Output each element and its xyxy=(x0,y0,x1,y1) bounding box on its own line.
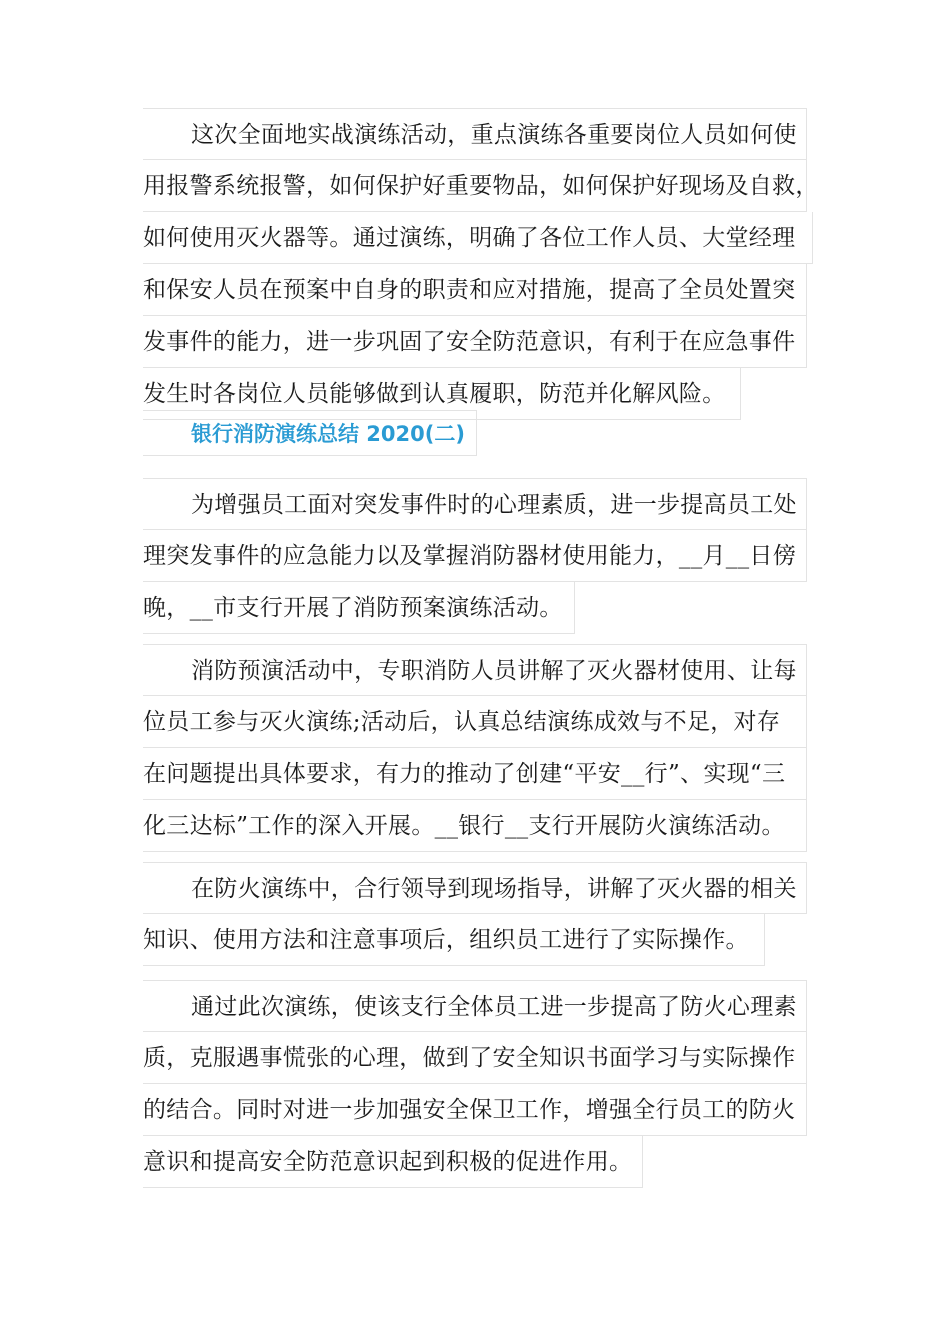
text-line: 质，克服遇事慌张的心理，做到了安全知识书面学习与实际操作 xyxy=(143,1032,807,1084)
text-line: 意识和提高安全防范意识起到积极的促进作用。 xyxy=(143,1136,643,1188)
text-line: 消防预演活动中，专职消防人员讲解了灭火器材使用、让每 xyxy=(143,644,807,696)
text-line: 在防火演练中，合行领导到现场指导，讲解了灭火器的相关 xyxy=(143,862,807,914)
section-heading: 银行消防演练总结 2020(二) xyxy=(143,410,477,456)
text-line: 的结合。同时对进一步加强安全保卫工作，增强全行员工的防火 xyxy=(143,1084,807,1136)
text-line: 位员工参与灭火演练;活动后，认真总结演练成效与不足，对存 xyxy=(143,696,807,748)
text-line: 晚，__市支行开展了消防预案演练活动。 xyxy=(143,582,575,634)
text-line: 通过此次演练，使该支行全体员工进一步提高了防火心理素 xyxy=(143,980,807,1032)
text-line: 发事件的能力，进一步巩固了安全防范意识，有利于在应急事件 xyxy=(143,316,807,368)
text-line: 和保安人员在预案中自身的职责和应对措施，提高了全员处置突 xyxy=(143,264,807,316)
text-line: 如何使用灭火器等。通过演练，明确了各位工作人员、大堂经理 xyxy=(143,212,813,264)
text-line: 这次全面地实战演练活动，重点演练各重要岗位人员如何使 xyxy=(143,108,807,160)
text-line: 知识、使用方法和注意事项后，组织员工进行了实际操作。 xyxy=(143,914,765,966)
paragraph-5 xyxy=(143,980,813,1188)
paragraph-2 xyxy=(143,478,813,634)
text-line: 用报警系统报警，如何保护好重要物品，如何保护好现场及自救， xyxy=(143,160,807,212)
paragraph-4 xyxy=(143,862,813,966)
text-line: 为增强员工面对突发事件时的心理素质，进一步提高员工处 xyxy=(143,478,807,530)
text-line: 发生时各岗位人员能够做到认真履职，防范并化解风险。 xyxy=(143,368,741,420)
text-line: 化三达标”工作的深入开展。__银行__支行开展防火演练活动。 xyxy=(143,800,807,852)
text-line: 理突发事件的应急能力以及掌握消防器材使用能力，__月__日傍 xyxy=(143,530,807,582)
text-line: 在问题提出具体要求，有力的推动了创建“平安__行”、实现“三 xyxy=(143,748,807,800)
paragraph-1 xyxy=(143,108,819,420)
paragraph-3 xyxy=(143,644,813,852)
